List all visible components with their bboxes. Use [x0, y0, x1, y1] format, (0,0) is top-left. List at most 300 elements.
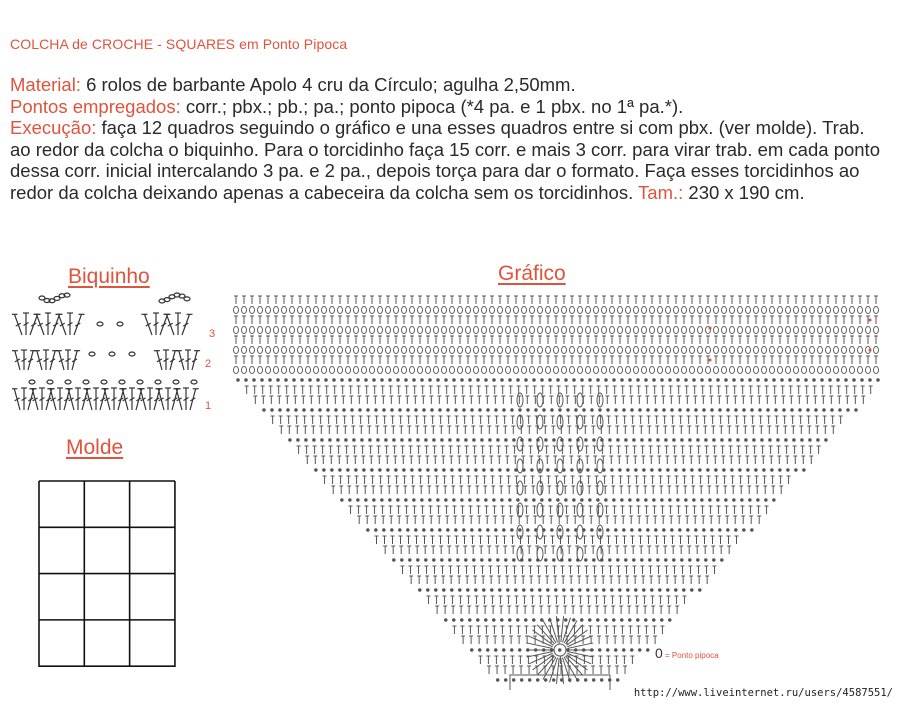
chart-mark [418, 468, 421, 471]
chart-mark [530, 468, 533, 471]
chart-mark [546, 346, 551, 353]
chart-mark [450, 366, 455, 373]
chart-mark [430, 528, 433, 531]
chart-mark [578, 326, 583, 333]
chart-mark [330, 346, 335, 353]
chart-mark [624, 558, 627, 561]
chart-mark [634, 346, 639, 353]
chart-mark [478, 528, 481, 531]
chart-mark [446, 408, 449, 411]
chart-mark [406, 528, 409, 531]
chart-mark [386, 306, 391, 313]
chart-mark [474, 346, 479, 353]
chart-mark [650, 326, 655, 333]
chart-mark [517, 547, 523, 561]
chart-mark [622, 408, 625, 411]
chart-mark [296, 438, 299, 441]
chart-mark [834, 326, 839, 333]
chart-mark [338, 366, 343, 373]
chart-mark [330, 326, 335, 333]
chart-mark [514, 366, 519, 373]
chart-mark [644, 618, 647, 621]
chart-mark [274, 326, 279, 333]
chart-mark [354, 306, 359, 313]
stitch-mark [191, 380, 197, 384]
chart-mark [500, 498, 503, 501]
chart-mark [378, 326, 383, 333]
chart-mark [830, 408, 833, 411]
chart-mark [298, 326, 303, 333]
chart-mark [562, 306, 567, 313]
chart-mark [577, 437, 583, 451]
chart-mark [578, 588, 581, 591]
chart-mark [392, 558, 395, 561]
chart-mark [628, 498, 631, 501]
chart-mark [826, 306, 831, 313]
chart-mark [402, 306, 407, 313]
chart-mark [302, 408, 305, 411]
chart-mark [464, 438, 467, 441]
chart-mark [452, 378, 455, 381]
chart-mark [682, 346, 687, 353]
chart-mark [448, 558, 451, 561]
chart-mark [322, 326, 327, 333]
chart-mark [642, 468, 645, 471]
chart-mark [670, 528, 673, 531]
chart-mark [694, 528, 697, 531]
chart-mark [428, 498, 431, 501]
chart-mark [432, 438, 435, 441]
chart-mark [698, 306, 703, 313]
chart-mark [338, 346, 343, 353]
chart-mark [526, 528, 529, 531]
chart-mark [742, 528, 745, 531]
chart-mark [562, 326, 567, 333]
chart-mark [306, 366, 311, 373]
chart-mark [532, 618, 535, 621]
execucao-text: faça 12 quadros seguindo o gráfico e una esses quadros entre si com pbx. (ver molde). Trab. ao redor da colcha o biquinho. Para o torcidinho faça 15 corr. e mais 3 corr. para virar trab. em cada ponto dessa corr. inicial intercalando 3 pa. e 2 pa., depois torça para dar o formato. Faça esses torcidinhos ao redor da colcha deixando apenas a cabeceira da colcha sem os torcidinhos. [10, 117, 880, 203]
chart-mark [610, 468, 613, 471]
chart-mark [488, 438, 491, 441]
chart-mark [580, 498, 583, 501]
source-url: http://www.liveinternet.ru/users/4587551/ [633, 687, 893, 699]
chart-mark [352, 438, 355, 441]
chart-mark [850, 326, 855, 333]
chart-mark [370, 326, 375, 333]
chart-mark [380, 498, 383, 501]
chart-mark [597, 525, 603, 539]
chart-mark [557, 547, 563, 561]
chart-mark [566, 528, 569, 531]
chart-mark [424, 558, 427, 561]
chart-mark [818, 306, 823, 313]
chart-mark [570, 366, 575, 373]
chart-mark [458, 468, 461, 471]
chart-mark [522, 326, 527, 333]
chart-mark [554, 326, 559, 333]
chart-mark [504, 678, 507, 681]
chart-mark [557, 459, 563, 473]
chart-mark [242, 366, 247, 373]
chart-mark [648, 438, 651, 441]
chart-mark [572, 498, 575, 501]
chart-mark [874, 306, 879, 313]
chart-mark [714, 326, 719, 333]
popcorn-stitch-symbol: 0 [655, 645, 663, 661]
chart-mark [622, 648, 625, 651]
chart-mark [537, 393, 543, 407]
chart-mark [460, 498, 463, 501]
chart-mark [618, 326, 623, 333]
chart-mark [584, 438, 587, 441]
chart-mark [410, 366, 415, 373]
chart-mark [680, 438, 683, 441]
chart-mark [554, 588, 557, 591]
chart-mark [346, 326, 351, 333]
chart-mark [234, 326, 239, 333]
chart-mark [372, 378, 375, 381]
chart-mark [650, 588, 653, 591]
chart-mark [794, 326, 799, 333]
chart-mark [710, 528, 713, 531]
molde-heading: Molde [66, 436, 124, 459]
chart-mark [426, 468, 429, 471]
chart-mark [498, 346, 503, 353]
chart-mark [330, 366, 335, 373]
chart-mark [382, 528, 385, 531]
chart-mark [562, 366, 567, 373]
chart-mark [606, 648, 609, 651]
chart-mark [710, 408, 713, 411]
chart-mark [282, 326, 287, 333]
chart-mark [730, 326, 735, 333]
chart-mark [482, 468, 485, 471]
chart-mark [498, 588, 501, 591]
chart-mark [666, 306, 671, 313]
chart-mark [490, 468, 493, 471]
chart-mark [597, 393, 603, 407]
chart-mark [732, 378, 735, 381]
chart-mark [770, 366, 775, 373]
chart-mark [537, 525, 543, 539]
chart-mark [874, 346, 879, 353]
chart-mark [490, 326, 495, 333]
chart-mark [524, 498, 527, 501]
chart-mark [614, 408, 617, 411]
chart-mark [242, 306, 247, 313]
chart-mark [362, 306, 367, 313]
chart-mark [252, 378, 255, 381]
chart-mark [552, 558, 555, 561]
chart-mark [474, 306, 479, 313]
stitch-mark [89, 352, 95, 356]
chart-mark [614, 648, 617, 651]
chart-mark [816, 438, 819, 441]
chart-mark [538, 588, 541, 591]
chart-mark [626, 326, 631, 333]
chart-mark [490, 366, 495, 373]
chart-mark [564, 378, 567, 381]
chart-mark [577, 393, 583, 407]
chart-mark [674, 326, 679, 333]
chart-mark [394, 306, 399, 313]
chart-mark [456, 438, 459, 441]
chart-mark [458, 346, 463, 353]
chart-mark [668, 618, 671, 621]
chart-mark [720, 558, 723, 561]
chart-mark [482, 306, 487, 313]
chart-mark [561, 616, 564, 642]
chart-mark [730, 306, 735, 313]
chart-mark [258, 366, 263, 373]
chart-mark [282, 306, 287, 313]
chart-mark [470, 408, 473, 411]
chart-mark [610, 366, 615, 373]
chart-mark [666, 346, 671, 353]
chart-mark [494, 648, 497, 651]
chart-mark [690, 326, 695, 333]
chart-mark [466, 588, 469, 591]
page-title: COLCHA de CROCHE - SQUARES em Ponto Pipoca [10, 36, 348, 52]
chart-mark [674, 306, 679, 313]
chart-mark [274, 366, 279, 373]
chart-mark [670, 408, 673, 411]
chart-mark [802, 366, 807, 373]
chart-mark [734, 408, 737, 411]
chart-mark [602, 366, 607, 373]
chart-mark [778, 346, 783, 353]
biquinho-heading: Biquinho [68, 265, 150, 288]
chart-mark [812, 378, 815, 381]
chart-mark [517, 481, 523, 495]
chart-mark [530, 366, 535, 373]
chart-mark [552, 438, 555, 441]
chart-mark [586, 588, 589, 591]
stitch-mark [184, 297, 190, 301]
chart-mark [666, 588, 669, 591]
chart-mark [612, 618, 615, 621]
chart-mark [786, 346, 791, 353]
chart-mark [386, 468, 389, 471]
chart-mark [436, 498, 439, 501]
chart-mark [486, 648, 489, 651]
chart-mark [756, 498, 759, 501]
legend [655, 645, 719, 661]
chart-mark [802, 326, 807, 333]
chart-mark [836, 378, 839, 381]
chart-mark [854, 408, 857, 411]
chart-mark [616, 678, 619, 681]
chart-mark [782, 408, 785, 411]
chart-mark [550, 408, 553, 411]
chart-mark [508, 498, 511, 501]
chart-mark [557, 393, 563, 407]
chart-mark [738, 346, 743, 353]
chart-mark [512, 558, 515, 561]
chart-mark [846, 408, 849, 411]
chart-mark [584, 558, 587, 561]
chart-mark [386, 366, 391, 373]
chart-mark [852, 378, 855, 381]
chart-mark [658, 326, 663, 333]
chart-mark [594, 306, 599, 313]
chart-mark [698, 468, 701, 471]
chart-mark [362, 366, 367, 373]
chart-mark [530, 306, 535, 313]
chart-mark [314, 326, 319, 333]
chart-mark [642, 366, 647, 373]
chart-mark [674, 588, 677, 591]
chart-mark [682, 326, 687, 333]
chart-mark [517, 415, 523, 429]
chart-mark [458, 326, 463, 333]
chart-mark [650, 468, 653, 471]
chart-mark [470, 648, 473, 651]
chart-mark [714, 366, 719, 373]
chart-mark [278, 408, 281, 411]
chart-mark [672, 558, 675, 561]
chart-mark [356, 378, 359, 381]
chart-mark [570, 326, 575, 333]
chart-mark [508, 618, 511, 621]
chart-mark [262, 408, 265, 411]
chart-mark [466, 306, 471, 313]
chart-mark [580, 618, 583, 621]
chart-mark [498, 326, 503, 333]
chart-mark [322, 306, 327, 313]
chart-mark [402, 326, 407, 333]
chart-mark [542, 408, 545, 411]
chart-mark [638, 408, 641, 411]
chart-mark [328, 438, 331, 441]
chart-mark [450, 588, 453, 591]
chart-mark [250, 366, 255, 373]
row-number: 3 [209, 328, 216, 340]
chart-mark [618, 588, 621, 591]
chart-mark [450, 306, 455, 313]
chart-mark [342, 408, 345, 411]
chart-mark [518, 408, 521, 411]
chart-mark [512, 678, 515, 681]
chart-mark [434, 366, 439, 373]
chart-mark [454, 408, 457, 411]
chart-mark [414, 528, 417, 531]
chart-mark [418, 346, 423, 353]
chart-mark [596, 378, 599, 381]
chart-mark [772, 378, 775, 381]
chart-mark [642, 588, 645, 591]
chart-mark [362, 346, 367, 353]
chart-mark [366, 408, 369, 411]
chart-mark [398, 408, 401, 411]
chart-mark [754, 468, 757, 471]
chart-mark [716, 498, 719, 501]
chart-mark [588, 618, 591, 621]
chart-mark [594, 588, 597, 591]
chart-mark [528, 678, 531, 681]
row-number: 1 [205, 400, 212, 412]
chart-mark [344, 438, 347, 441]
chart-mark [634, 326, 639, 333]
chart-mark [736, 438, 739, 441]
chart-mark [378, 346, 383, 353]
chart-mark [794, 366, 799, 373]
chart-mark [452, 498, 455, 501]
chart-mark [554, 306, 559, 313]
chart-mark [330, 306, 335, 313]
chart-mark [378, 306, 383, 313]
chart-mark [676, 378, 679, 381]
chart-mark [324, 378, 327, 381]
chart-mark [800, 438, 803, 441]
chart-mark [398, 528, 401, 531]
chart-mark [450, 326, 455, 333]
chart-mark [794, 306, 799, 313]
chart-mark [597, 503, 603, 517]
chart-mark [834, 346, 839, 353]
chart-mark [374, 408, 377, 411]
chart-mark [412, 498, 415, 501]
chart-mark [554, 366, 559, 373]
chart-mark [664, 438, 667, 441]
chart-mark [718, 408, 721, 411]
grafico-heading: Gráfico [498, 262, 566, 285]
chart-mark [834, 306, 839, 313]
chart-mark [532, 655, 553, 670]
chart-mark [304, 438, 307, 441]
chart-mark [786, 366, 791, 373]
chart-mark [550, 528, 553, 531]
chart-mark [506, 366, 511, 373]
chart-mark [744, 438, 747, 441]
chart-mark [506, 306, 511, 313]
chart-mark [258, 306, 263, 313]
chart-mark [492, 498, 495, 501]
chart-mark [869, 319, 872, 322]
chart-mark [606, 408, 609, 411]
chart-mark [746, 366, 751, 373]
chart-mark [478, 648, 481, 651]
chart-mark [558, 648, 561, 651]
chart-mark [510, 675, 610, 690]
chart-mark [842, 306, 847, 313]
chart-mark [622, 528, 625, 531]
chart-mark [274, 306, 279, 313]
chart-mark [354, 468, 357, 471]
chart-mark [294, 408, 297, 411]
chart-mark [674, 366, 679, 373]
chart-mark [258, 326, 263, 333]
chart-mark [426, 346, 431, 353]
chart-mark [666, 468, 669, 471]
chart-mark [556, 658, 559, 684]
chart-mark [754, 346, 759, 353]
chart-mark [586, 468, 589, 471]
chart-mark [794, 468, 797, 471]
molde-grid [38, 480, 178, 670]
chart-mark [434, 588, 437, 591]
chart-mark [462, 528, 465, 531]
chart-mark [266, 346, 271, 353]
chart-mark [556, 378, 559, 381]
chart-mark [538, 306, 543, 313]
chart-mark [690, 588, 693, 591]
stitch-mark [129, 352, 135, 356]
chart-mark [276, 378, 279, 381]
chart-mark [490, 346, 495, 353]
chart-mark [772, 498, 775, 501]
chart-mark [618, 306, 623, 313]
